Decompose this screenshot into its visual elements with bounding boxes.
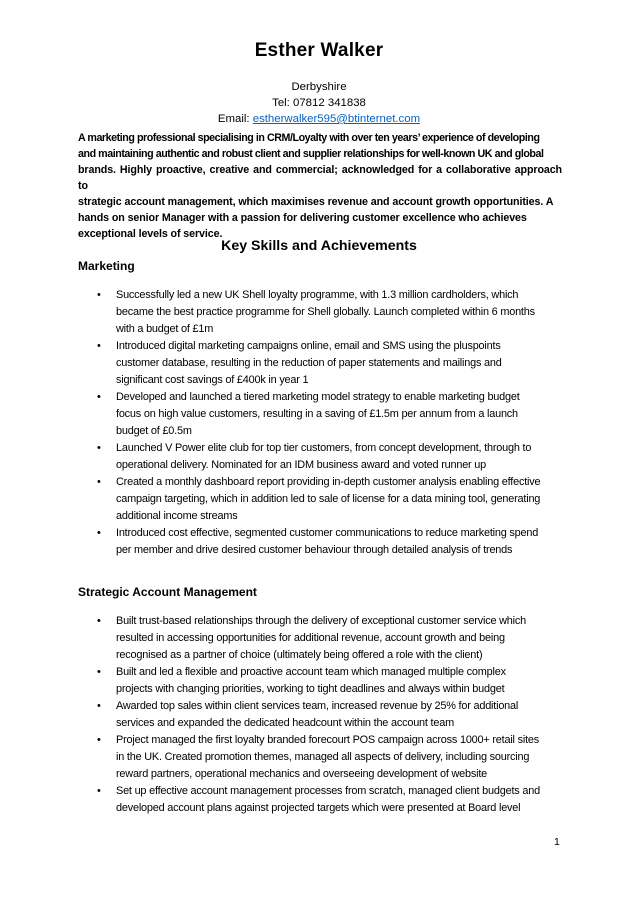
bullet-item <box>78 783 564 817</box>
bullet-line: in the UK. Created promotion themes, managed all aspects of delivery, including sourcing <box>116 751 530 763</box>
bullet-icon: • <box>97 340 101 352</box>
summary-line: A marketing professional specialising in CRM/Loyalty with over ten years’ experience of developing <box>78 132 540 144</box>
bullet-item <box>78 664 564 698</box>
bullet-item <box>78 613 564 664</box>
profile-summary <box>78 130 562 242</box>
bullet-icon: • <box>97 289 101 301</box>
summary-line: strategic account management, which maximises revenue and account growth opportunities. A <box>78 196 554 208</box>
bullet-line: operational delivery. Nominated for an IDM business award and voted runner up <box>116 459 487 471</box>
bullet-line: Launched V Power elite club for top tier customers, from concept development, through to <box>116 442 532 454</box>
bullet-item <box>78 389 564 440</box>
summary-line: and maintaining authentic and robust client and supplier relationships for well-known UK and global <box>78 148 544 160</box>
marketing-heading: Marketing <box>78 259 135 273</box>
bullet-line: Introduced digital marketing campaigns online, email and SMS using the pluspoints <box>116 340 501 352</box>
bullet-line: Built and led a flexible and proactive account team which managed multiple complex <box>116 666 506 678</box>
bullet-line: Created a monthly dashboard report providing in-depth customer analysis enabling effective <box>116 476 541 488</box>
bullet-line: became the best practice programme for Shell globally. Launch completed within 6 months <box>116 306 535 318</box>
bullet-line: customer database, resulting in the reduction of paper statements and mailings and <box>116 357 502 369</box>
summary-line: brands. Highly proactive, creative and commercial; acknowledged for a collaborative approach to <box>78 164 562 192</box>
contact-block <box>0 79 638 127</box>
location-text: Derbyshire <box>291 81 347 93</box>
bullet-item <box>78 440 564 474</box>
phone-text: Tel: 07812 341838 <box>272 97 366 109</box>
bullet-item <box>78 525 564 559</box>
candidate-name: Esther Walker <box>254 40 384 61</box>
email-line <box>0 111 638 127</box>
bullet-line: reward partners, operational mechanics and overseeing development of website <box>116 768 488 780</box>
bullet-line: budget of £0.5m <box>116 425 192 437</box>
marketing-list <box>78 287 564 559</box>
bullet-line: Set up effective account management processes from scratch, managed client budgets and <box>116 785 540 797</box>
bullet-item <box>78 732 564 783</box>
bullet-icon: • <box>97 442 101 454</box>
bullet-line: projects with changing priorities, working to tight deadlines and always within budget <box>116 683 505 695</box>
bullet-icon: • <box>97 615 101 627</box>
bullet-icon: • <box>97 734 101 746</box>
page-number: 1 <box>554 836 560 848</box>
bullet-icon: • <box>97 700 101 712</box>
bullet-line: per member and drive desired customer behaviour through detailed analysis of trends <box>116 544 513 556</box>
bullet-line: additional income streams <box>116 510 238 522</box>
sam-list <box>78 613 564 817</box>
bullet-line: with a budget of £1m <box>116 323 214 335</box>
bullet-line: Project managed the first loyalty branded forecourt POS campaign across 1000+ retail sites <box>116 734 539 746</box>
sam-heading: Strategic Account Management <box>78 585 257 599</box>
bullet-icon: • <box>97 391 101 403</box>
bullet-line: Awarded top sales within client services team, increased revenue by 25% for additional <box>116 700 519 712</box>
email-link[interactable]: estherwalker595@btinternet.com <box>252 113 421 125</box>
bullet-line: significant cost savings of £400k in year 1 <box>116 374 309 386</box>
skills-section-title: Key Skills and Achievements <box>221 238 417 254</box>
bullet-line: focus on high value customers, resulting in a saving of £1.5m per annum from a launch <box>116 408 518 420</box>
bullet-line: Built trust-based relationships through the delivery of exceptional customer service which <box>116 615 526 627</box>
bullet-icon: • <box>97 527 101 539</box>
bullet-item <box>78 338 564 389</box>
bullet-icon: • <box>97 785 101 797</box>
bullet-line: services and expanded the dedicated headcount within the account team <box>116 717 454 729</box>
bullet-line: campaign targeting, which in addition led to sale of license for a data mining tool, generating <box>116 493 541 505</box>
bullet-line: Developed and launched a tiered marketing model strategy to enable marketing budget <box>116 391 520 403</box>
bullet-line: Successfully led a new UK Shell loyalty programme, with 1.3 million cardholders, which <box>116 289 519 301</box>
email-label: Email: <box>217 113 253 125</box>
bullet-icon: • <box>97 476 101 488</box>
bullet-item <box>78 474 564 525</box>
bullet-item <box>78 287 564 338</box>
bullet-line: resulted in accessing opportunities for additional revenue, account growth and being <box>116 632 505 644</box>
bullet-line: developed account plans against projected targets which were presented at Board level <box>116 802 521 814</box>
bullet-item <box>78 698 564 732</box>
bullet-line: Introduced cost effective, segmented customer communications to reduce marketing spend <box>116 527 539 539</box>
bullet-line: recognised as a partner of choice (ultimately being offered a role with the client) <box>116 649 483 661</box>
summary-line: exceptional levels of service. <box>78 228 223 240</box>
summary-line: hands on senior Manager with a passion for delivering customer excellence who achieves <box>78 212 527 224</box>
bullet-icon: • <box>97 666 101 678</box>
